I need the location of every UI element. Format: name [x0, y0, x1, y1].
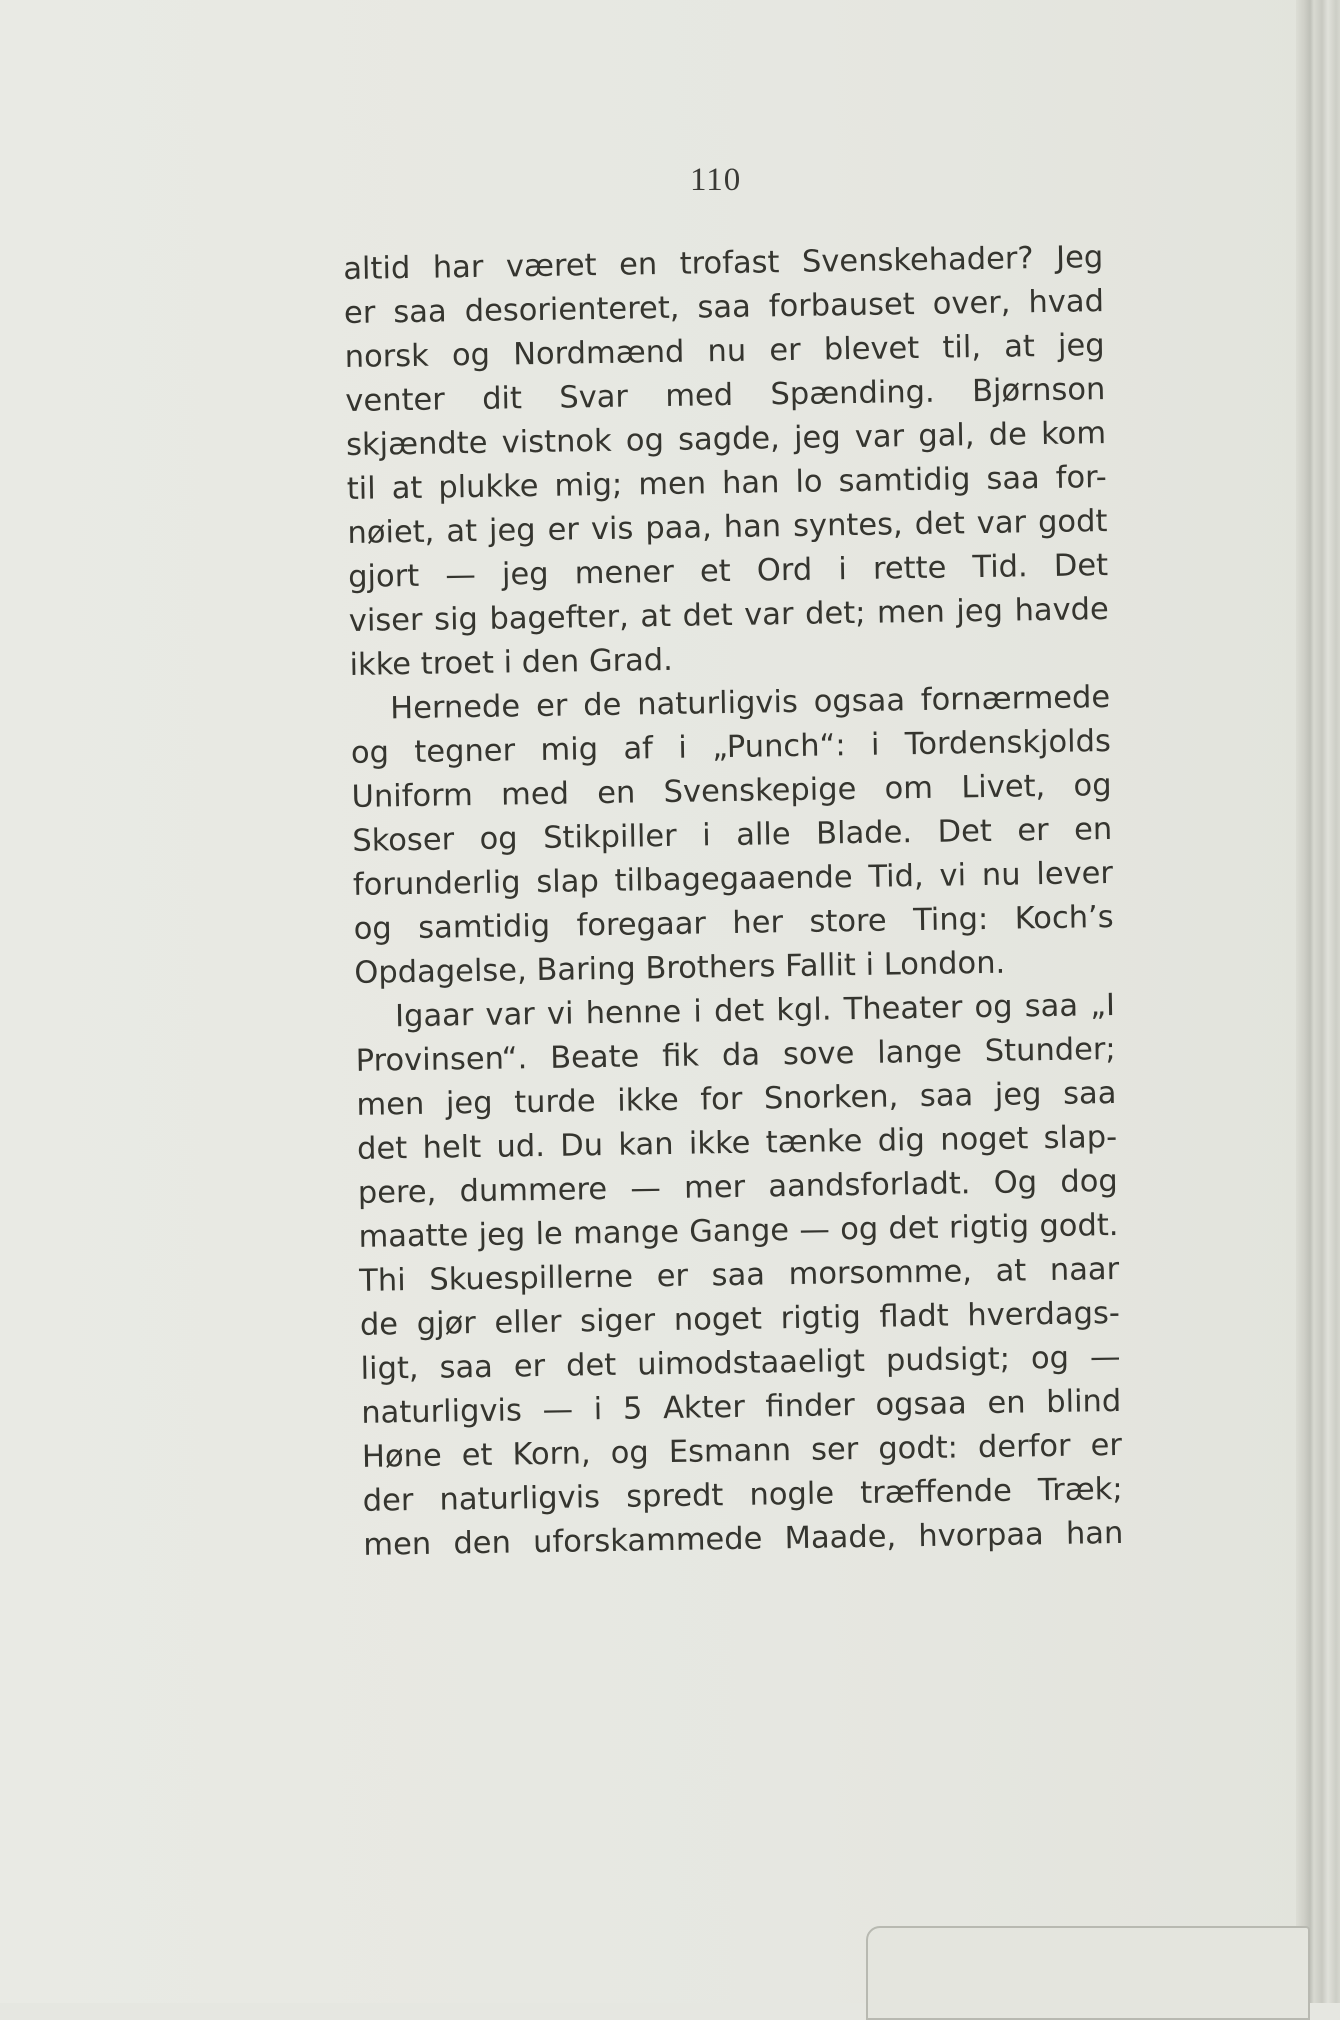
text-line: Opdagelse, Baring Brothers Fallit i London. — [354, 945, 1006, 991]
text-line: pere, dummere — mer aandsforladt. Og dog — [357, 1163, 1119, 1211]
text-line: maatte jeg le mange Gange — og det rigtig godt. — [358, 1207, 1119, 1255]
text-line: Provinsen“. Beate fik da sove lange Stunder; — [355, 1031, 1116, 1079]
text-line: ligt, saa er det uimodstaaeligt pudsigt; og — — [360, 1339, 1121, 1387]
text-line: nøiet, at jeg er vis paa, han syntes, det var godt — [347, 504, 1108, 551]
text-line: det helt ud. Du kan ikke tænke dig noget slap- — [356, 1119, 1118, 1167]
page-edge-shadow — [1296, 0, 1340, 2003]
text-line: skjændte vistnok og sagde, jeg var gal, de kom — [345, 416, 1107, 463]
page-body-text — [343, 236, 1124, 1568]
text-line: men jeg turde ikke for Snorken, saa jeg saa — [356, 1075, 1117, 1123]
text-line: ikke troet i den Grad. — [349, 642, 674, 683]
text-line: norsk og Nordmænd nu er blevet til, at jeg — [344, 328, 1105, 375]
text-line: men den uforskammede Maade, hvorpaa han — [363, 1515, 1124, 1563]
paper-slip-corner — [866, 1926, 1310, 2020]
text-line: og samtidig foregaar her store Ting: Koch’s — [353, 899, 1114, 947]
text-line: de gjør eller siger noget rigtig fladt hverdags- — [359, 1295, 1121, 1343]
text-line: Uniform med en Svenskepige om Livet, og — [351, 767, 1112, 815]
text-line: venter dit Svar med Spænding. Bjørnson — [345, 372, 1106, 419]
page-number: 110 — [690, 162, 742, 198]
text-line: viser sig bagefter, at det var det; men jeg havde — [348, 592, 1110, 639]
paragraph-start-line: Hernede er de naturligvis ogsaa fornærmede — [389, 680, 1111, 727]
text-line: gjort — jeg mener et Ord i rette Tid. Det — [347, 548, 1109, 595]
text-line: til at plukke mig; men han lo samtidig saa for- — [346, 460, 1107, 507]
text-line: Skoser og Stikpiller i alle Blade. Det er en — [352, 811, 1113, 859]
text-line: Thi Skuespillerne er saa morsomme, at naar — [358, 1251, 1120, 1299]
paragraph-start-line: Igaar var vi henne i det kgl. Theater og saa „I — [394, 987, 1116, 1035]
text-line: Høne et Korn, og Esmann ser godt: derfor er — [361, 1427, 1123, 1475]
text-line: forunderlig slap tilbagegaaende Tid, vi nu lever — [352, 855, 1114, 903]
text-line: er saa desorienteret, saa forbauset over, hvad — [343, 284, 1105, 331]
text-line: der naturligvis spredt nogle træffende Træk; — [362, 1471, 1123, 1519]
text-line: naturligvis — i 5 Akter finder ogsaa en blind — [361, 1383, 1122, 1431]
text-line: altid har været en trofast Svenskehader? Jeg — [343, 240, 1104, 287]
text-line: og tegner mig af i „Punch“: i Tordenskjolds — [350, 724, 1112, 771]
